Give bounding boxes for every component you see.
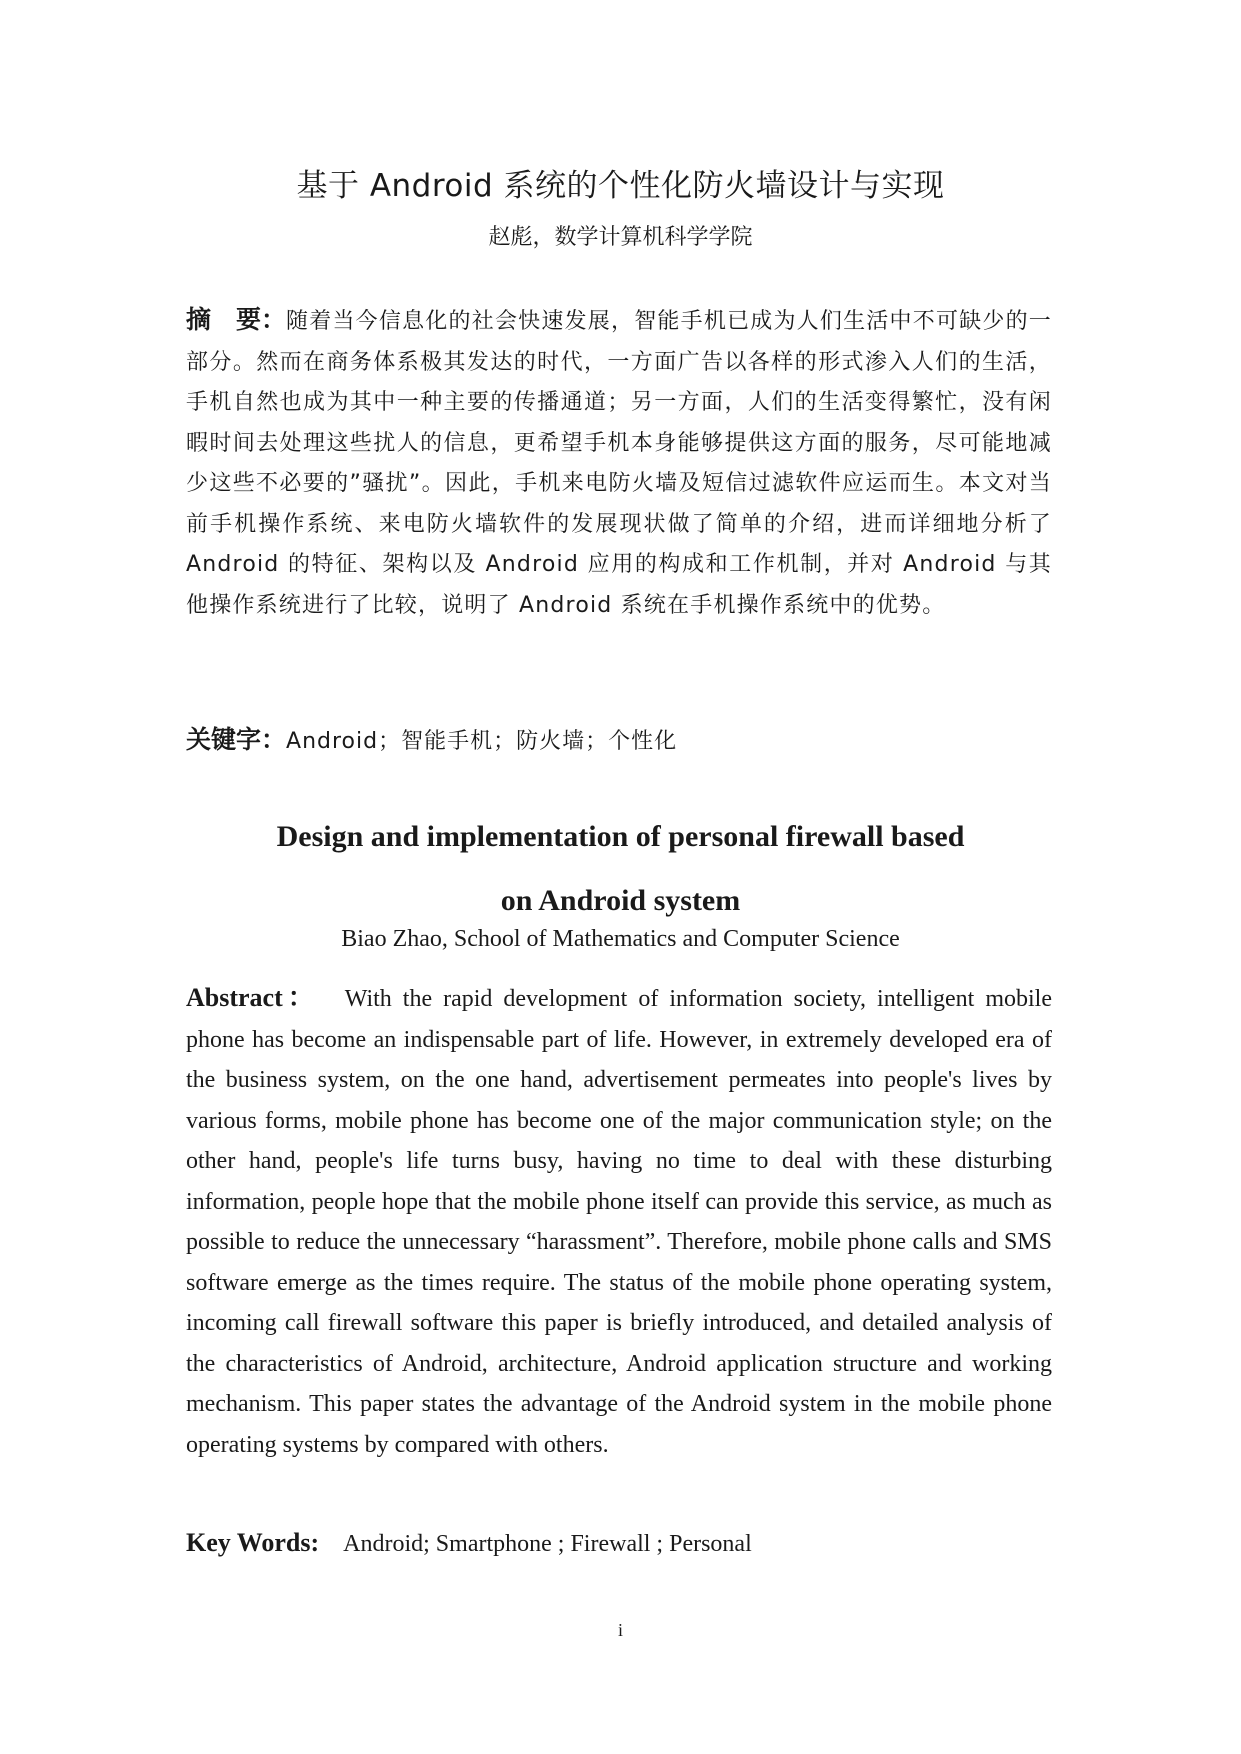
- english-keywords-label: Key Words:: [186, 1528, 320, 1557]
- chinese-keywords-label: 关键字：: [186, 725, 287, 754]
- english-title: [0, 805, 1241, 933]
- english-author: Biao Zhao, School of Mathematics and Computer Science: [341, 926, 900, 952]
- english-keywords: [186, 1528, 1052, 1558]
- english-title-line2: on Android system: [500, 884, 741, 917]
- chinese-keywords: [186, 720, 1052, 756]
- chinese-author: 赵彪，数学计算机科学学院: [488, 225, 753, 250]
- chinese-abstract-label: 摘 要：: [186, 305, 287, 334]
- chinese-abstract-text: 随着当今信息化的社会快速发展，智能手机已成为人们生活中不可缺少的一部分。然而在商务体系极其发达的时代，一方面广告以各样的形式渗入人们的生活，手机自然也成为其中一种主要的传播通道；另一方面，人们的生活变得繁忙，没有闲暇时间去处理这些扰人的信息，更希望手机本身能够提供这方面的服务，尽可能地减少这些不必要的”骚扰”。因此，手机来电防火墙及短信过滤软件应运而生。本文对当前手机操作系统、来电防火墙软件的发展现状做了简单的介绍，进而详细地分析了 Android 的特征、架构以及 Android 应用的构成和工作机制，并对 Android 与其他操作系统进行了比较，说明了 Android 系统在手机操作系统中的优势。: [186, 309, 1052, 618]
- english-abstract-label: Abstract：: [186, 983, 319, 1012]
- english-abstract: [186, 978, 1052, 1465]
- english-abstract-text: With the rapid development of information society, intelligent mobile phone has become an indispensable part of life. However, in extremely developed era of the business system, on the one hand, advertisement permeates into people's lives by various forms, mobile phone has become one of the major communication style; on the other hand, people's life turns busy, having no time to deal with these disturbing information, people hope that the mobile phone itself can provide this service, as much as possible to reduce the unnecessary “harassment”. Therefore, mobile phone calls and SMS software emerge as the times require. The status of the mobile phone operating system, incoming call firewall software this paper is briefly introduced, and detailed analysis of the characteristics of Android, architecture, Android application structure and working mechanism. This paper states the advantage of the Android system in the mobile phone operating systems by compared with others.: [186, 986, 1052, 1458]
- page-number: i: [617, 1620, 623, 1640]
- chinese-abstract: [186, 300, 1052, 626]
- english-keywords-text: Android; Smartphone ; Firewall ; Personal: [343, 1531, 752, 1557]
- english-title-line1: Design and implementation of personal firewall based: [276, 820, 965, 853]
- chinese-title: 基于 Android 系统的个性化防火墙设计与实现: [296, 168, 945, 204]
- chinese-keywords-text: Android；智能手机；防火墙；个性化: [286, 729, 678, 754]
